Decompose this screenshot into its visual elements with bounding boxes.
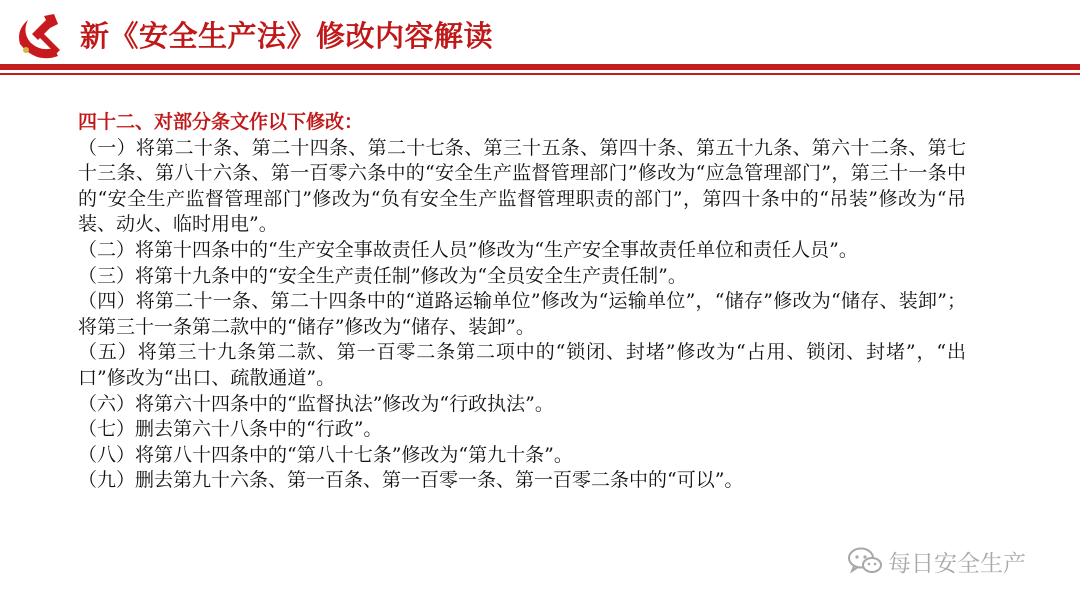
amendment-item-5: （五）将第三十九条第二款、第一百零二条第二项中的“锁闭、封堵”修改为“占用、锁闭、封堵”，“出口”修改为“出口、疏散通道”。	[78, 341, 966, 389]
amendment-item-3: （三）将第十九条中的“安全生产责任制”修改为“全员安全生产责任制”。	[78, 264, 687, 287]
wechat-icon	[846, 546, 884, 576]
header-divider-thick	[0, 64, 1080, 70]
content-body	[78, 110, 966, 494]
amendment-item-7: （七）删去第六十八条中的“行政”。	[78, 418, 383, 441]
amendment-item-1: （一）将第二十条、第二十四条、第二十七条、第三十五条、第四十条、第五十九条、第六十二条、第七十三条、第八十六条、第一百零六条中的“安全生产监督管理部门”修改为“应急管理部门”，第三十一条中的“安全生产监督管理部门”修改为“负有安全生产监督管理职责的部门”，第四十条中的“吊装”修改为“吊装、动火、临时用电”。	[78, 136, 966, 236]
header	[0, 0, 1080, 70]
amendment-item-6: （六）将第六十四条中的“监督执法”修改为“行政执法”。	[78, 392, 554, 415]
amendment-item-2: （二）将第十四条中的“生产安全事故责任人员”修改为“生产安全事故责任单位和责任人员”。	[78, 238, 858, 261]
section-heading: 四十二、对部分条文作以下修改：	[78, 111, 364, 133]
watermark-text: 每日安全生产	[888, 550, 1026, 577]
watermark	[846, 545, 1026, 577]
amendment-item-9: （九）删去第九十六条、第一百条、第一百零一条、第一百零二条中的“可以”。	[78, 469, 744, 492]
amendment-item-8: （八）将第八十四条中的“第八十七条”修改为“第九十条”。	[78, 443, 573, 466]
page-title: 新《安全生产法》修改内容解读	[80, 19, 494, 53]
header-divider-thin	[0, 73, 1080, 75]
amendment-item-4: （四）将第二十一条、第二十四条中的“道路运输单位”修改为“运输单位”，“储存”修改为“储存、装卸”；将第三十一条第二款中的“储存”修改为“储存、装卸”。	[78, 290, 966, 338]
hammer-sickle-icon	[14, 10, 68, 60]
